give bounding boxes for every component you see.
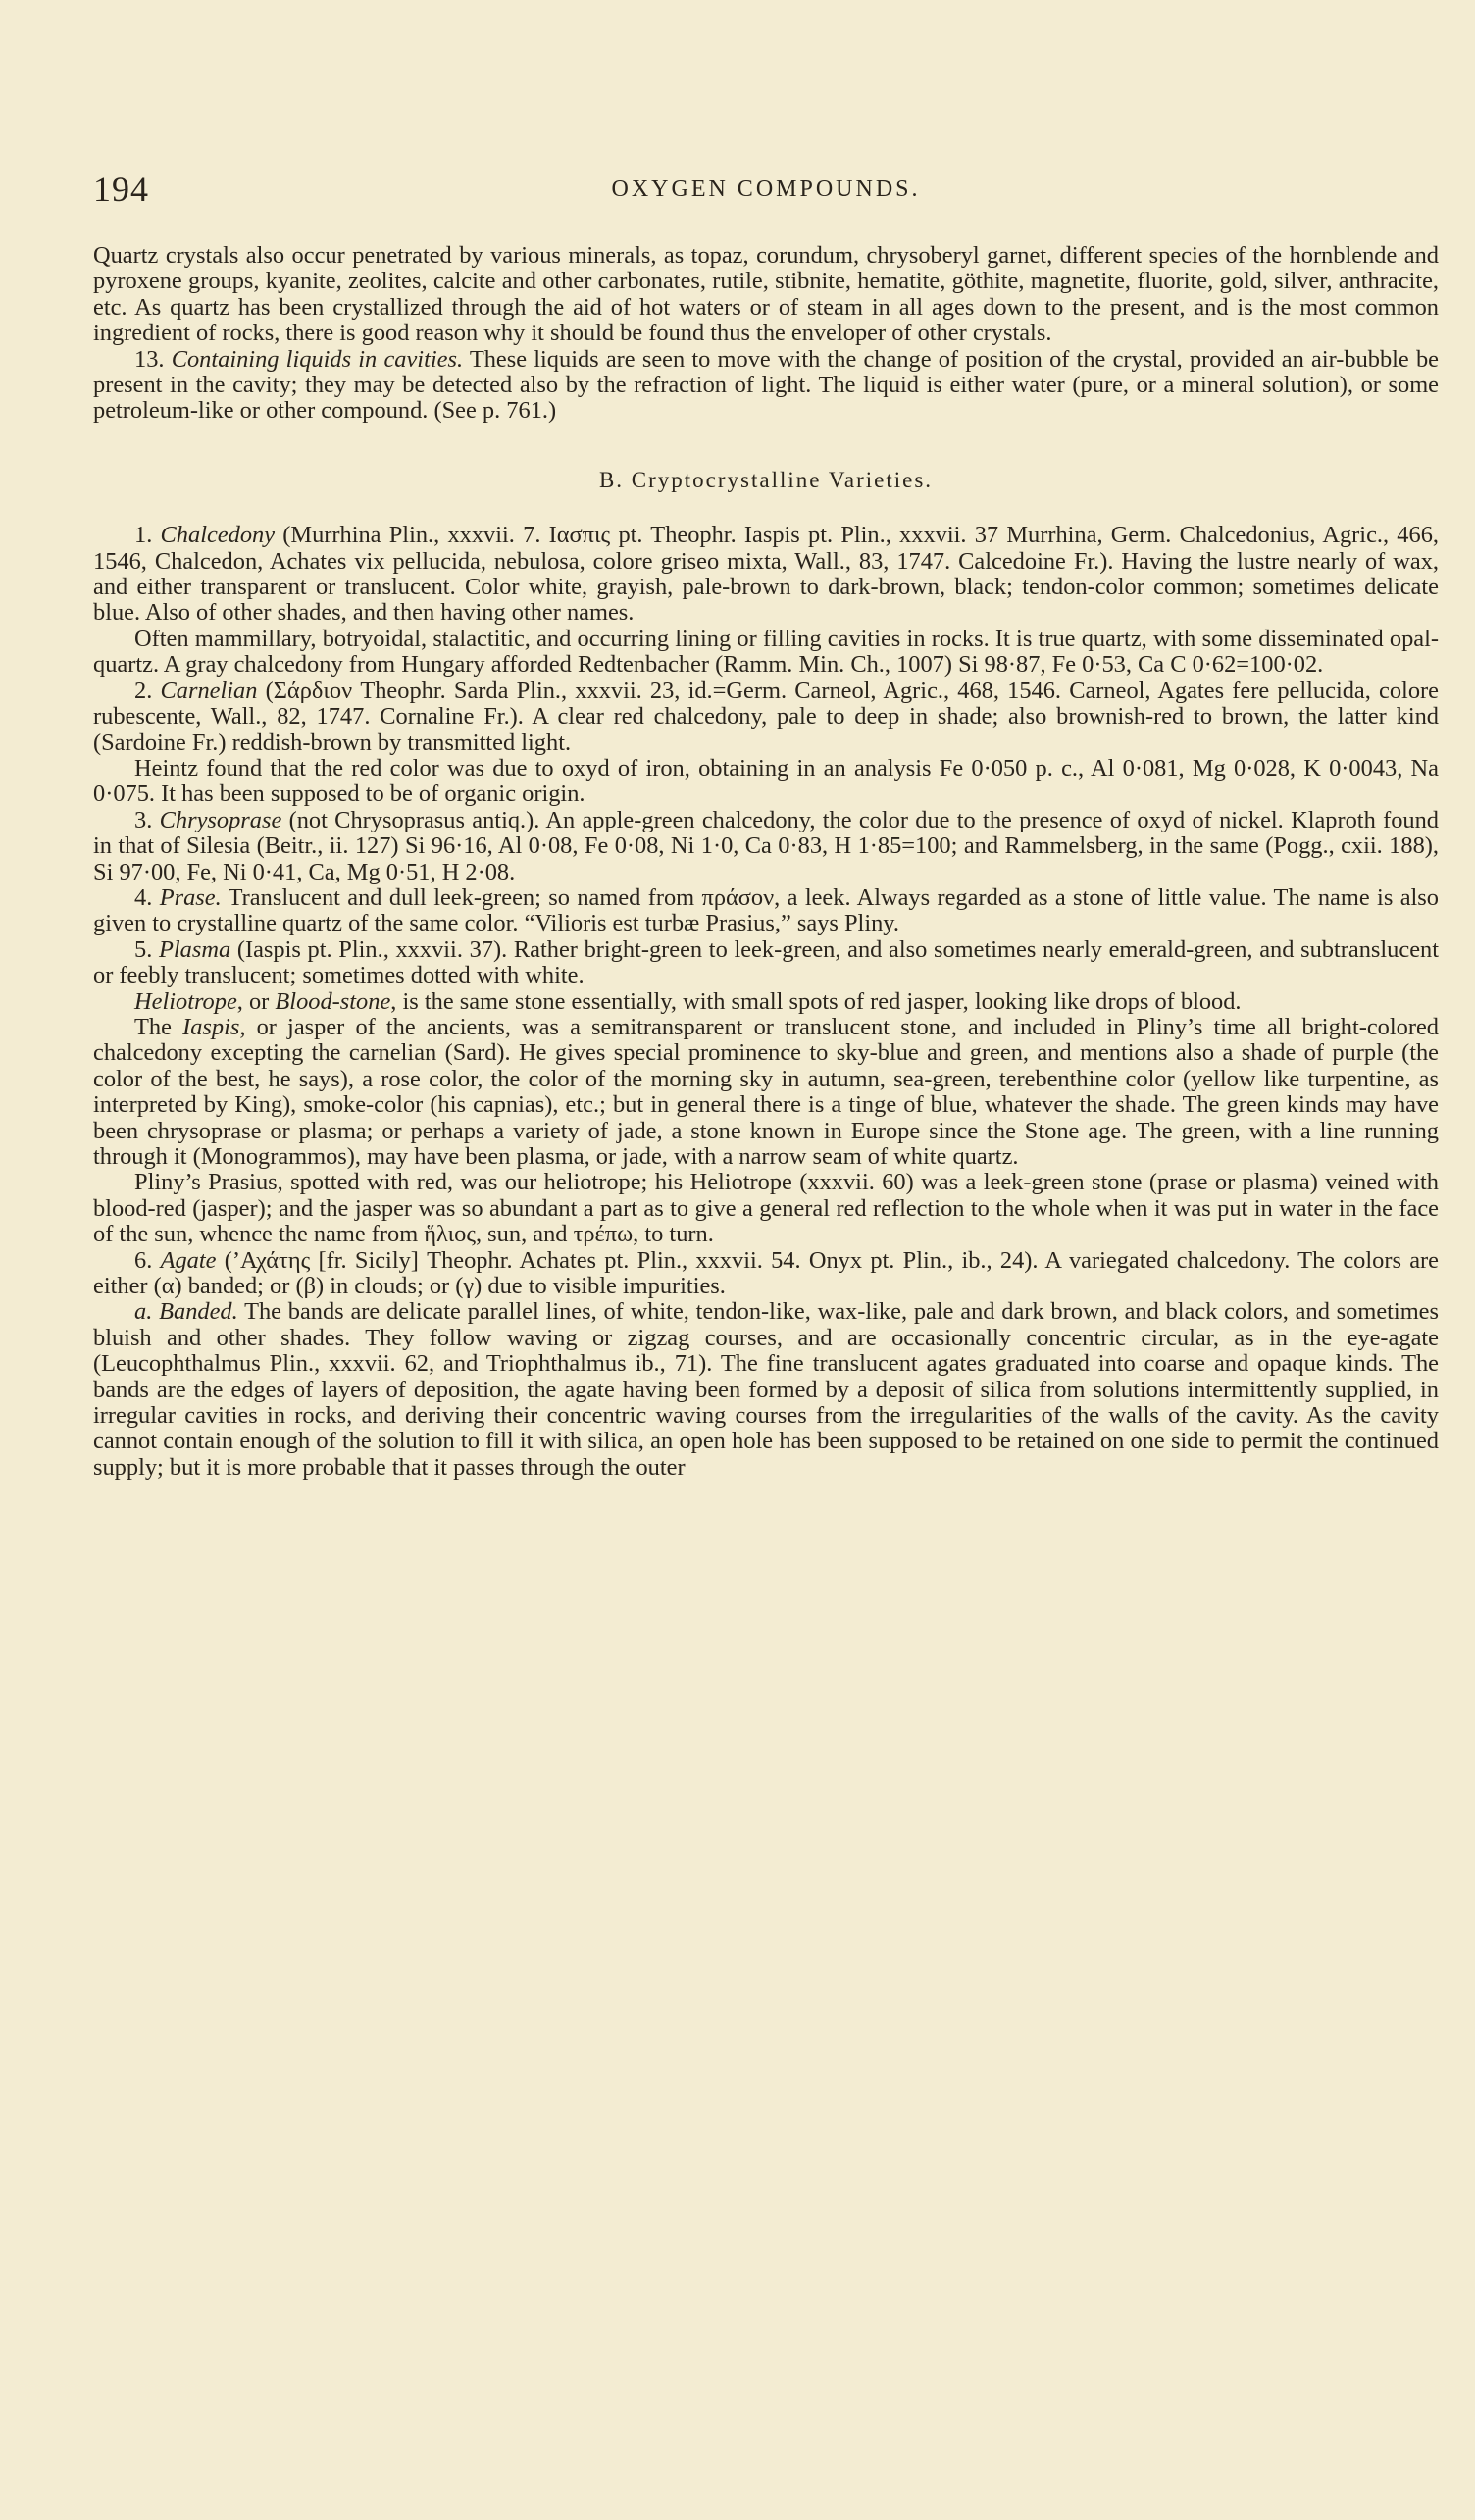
iaspis-text: , or jasper of the ancients, was a semitransparent or translucent stone, and included in Pliny’s time all bright-colored chalcedony excepting the carnelian (Sard). He gives special prominence to sky-blue and green, and mentions also a shade of purple (the color of the best, he says), a rose color, the color of the morning sky in autumn, sea-green, terebenthine color (yellow like turpentine, as interpreted by King), smoke-color (his capnias), etc.; but in general there is a tinge of blue, whatever the shade. The green kinds may have been chrysoprase or plasma; or perhaps a variety of jade, a stone known in Europe since the Stone age. The green, with a line running through it (Monogrammos), may have been plasma, or jade, with a narrow seam of white quartz.	[93, 1013, 1439, 1170]
heliotrope-name: Heliotrope	[134, 987, 237, 1015]
body-text	[93, 243, 1439, 1481]
intro-paragraph: Quartz crystals also occur penetrated by various minerals, as topaz, corundum, chrysoberyl garnet, different species of the hornblende and pyroxene groups, kyanite, zeolites, calcite and other carbonates, rutile, stibnite, hematite, göthite, magnetite, fluorite, gold, silver, anthracite, etc. As quartz has been crystallized through the aid of hot waters or of steam in all ages down to the present, and is the most common ingredient of rocks, there is good reason why it should be found thus the enveloper of other crystals.	[93, 242, 1439, 347]
plasma-name: Plasma	[158, 935, 231, 963]
banded-agate-paragraph	[93, 1299, 1439, 1481]
heliotrope-text: , is the same stone essentially, with small spots of red jasper, looking like drops of blood.	[390, 987, 1242, 1015]
agate-name: Agate	[160, 1246, 217, 1274]
chrysoprase-paragraph	[93, 808, 1439, 885]
page-header	[93, 169, 1439, 218]
carnelian-number: 2.	[134, 677, 153, 704]
plasma-number: 5.	[134, 935, 153, 963]
item-13-text: These liquids are seen to move with the change of position of the crystal, provided an air-bubble be present in the cavity; they may be detected also by the refraction of light. The liquid is either water (pure, or a mineral solution), or some petroleum-like or other compound. (See p. 761.)	[93, 345, 1439, 425]
iaspis-lead: The	[134, 1013, 172, 1040]
prase-paragraph	[93, 885, 1439, 937]
carnelian-analysis-paragraph: Heintz found that the red color was due to oxyd of iron, obtaining in an analysis Fe 0·050 p. c., Al 0·081, Mg 0·028, K 0·0043, Na 0·075. It has been supposed to be of organic origin.	[93, 754, 1439, 808]
chrysoprase-name: Chrysoprase	[159, 806, 282, 833]
section-heading: B. Cryptocrystalline Varieties.	[598, 467, 934, 492]
banded-label: a.	[134, 1298, 153, 1326]
banded-text: The bands are delicate parallel lines, of white, tendon-like, wax-like, pale and dark brown, and black colors, and sometimes bluish and other shades. They follow waving or zigzag courses, and are occasionally concentric circular, as in the eye-agate (Leucophthalmus Plin., xxxvii. 62, and Triophthalmus ib., 71). The fine translucent agates graduated into coarse and opaque kinds. The bands are the edges of layers of deposition, the agate having been formed by a deposit of silica from solutions intermittently supplied, in irregular cavities in rocks, and deriving their concentric waving courses from the irregularities of the walls of the cavity. As the cavity cannot contain enough of the solution to fill it with silica, an open hole has been supposed to be retained on one side to permit the continued supply; but it is more probable that it passes through the outer	[93, 1298, 1439, 1481]
prase-number: 4.	[134, 883, 153, 911]
chalcedony-text: (Murrhina Plin., xxxvii. 7. Ιασπις pt. Theophr. Iaspis pt. Plin., xxxvii. 37 Murrhina, Germ. Chalcedonius, Agric., 466, 1546, Chalcedon, Achates vix pellucida, nebulosa, colore griseo mixta, Wall., 83, 1747. Calcedoine Fr.). Having the lustre nearly of wax, and either transparent or translucent. Color white, grayish, pale-brown to dark-brown, black; tendon-color common; sometimes delicate blue. Also of other shades, and then having other names.	[93, 522, 1439, 627]
item-13-number: 13.	[134, 345, 165, 373]
carnelian-paragraph	[93, 679, 1439, 756]
page-number: 194	[93, 170, 149, 209]
iaspis-name: Iaspis	[182, 1013, 240, 1040]
chrysoprase-number: 3.	[134, 806, 153, 833]
agate-paragraph	[93, 1248, 1439, 1300]
carnelian-name: Carnelian	[160, 677, 258, 704]
plasma-paragraph	[93, 937, 1439, 989]
agate-text: (’Αχάτης [fr. Sicily] Theophr. Achates pt. Plin., xxxvii. 54. Onyx pt. Plin., ib., 24). A variegated chalcedony. The colors are either (α) banded; or (β) in clouds; or (γ) due to visible impurities.	[93, 1246, 1440, 1300]
prase-name: Prase.	[159, 883, 222, 911]
iaspis-paragraph	[93, 1015, 1439, 1170]
prasius-paragraph: Pliny’s Prasius, spotted with red, was our heliotrope; his Heliotrope (xxxvii. 60) was a leek-green stone (prase or plasma) veined with blood-red (jasper); and the jasper was so abundant a part as to give a general red reflection to the whole when it was put in water in the face of the sun, whence the name from ἥλιος, sun, and τρέπω, to turn.	[93, 1169, 1439, 1248]
chalcedony-occurrence-paragraph: Often mammillary, botryoidal, stalactitic, and occurring lining or filling cavities in rocks. It is true quartz, with some disseminated opal-quartz. A gray chalcedony from Hungary afforded Redtenbacher (Ramm. Min. Ch., 1007) Si 98·87, Fe 0·53, Ca C 0·62=100·02.	[93, 625, 1439, 679]
agate-number: 6.	[134, 1246, 153, 1274]
item-13-paragraph	[93, 347, 1439, 425]
carnelian-text: (Σάρδιον Theophr. Sarda Plin., xxxvii. 23, id.=Germ. Carneol, Agric., 468, 1546. Carneol, Agates fere pellucida, colore rubescente, Wall., 82, 1747. Cornaline Fr.). A clear red chalcedony, pale to deep in shade; also brownish-red to brown, the latter kind (Sardoine Fr.) reddish-brown by transmitted light.	[93, 677, 1439, 756]
heliotrope-or: , or	[236, 987, 270, 1015]
chalcedony-number: 1.	[134, 522, 153, 549]
chalcedony-paragraph	[93, 523, 1439, 627]
chrysoprase-text: (not Chrysoprasus antiq.). An apple-green chalcedony, the color due to the presence of oxyd of nickel. Klaproth found in that of Silesia (Beitr., ii. 127) Si 96·16, Al 0·08, Fe 0·08, Ni 1·0, Ca 0·83, H 1·85=100; and Rammelsberg, in the same (Pogg., cxii. 188), Si 97·00, Fe, Ni 0·41, Ca, Mg 0·51, H 2·08.	[93, 806, 1439, 885]
chalcedony-name: Chalcedony	[160, 522, 276, 549]
bloodstone-name: Blood-stone	[275, 987, 391, 1015]
heliotrope-paragraph	[93, 989, 1439, 1015]
plasma-text: (Iaspis pt. Plin., xxxvii. 37). Rather bright-green to leek-green, and also sometimes nearly emerald-green, and subtranslucent or feebly translucent; sometimes dotted with white.	[93, 935, 1439, 989]
item-13-title: Containing liquids in cavities.	[171, 345, 464, 373]
running-head: OXYGEN COMPOUNDS.	[611, 176, 921, 202]
prase-text: Translucent and dull leek-green; so named from πράσον, a leek. Always regarded as a stone of little value. The name is also given to crystalline quartz of the same color. “Vilioris est turbæ Prasius,” says Pliny.	[93, 883, 1439, 937]
banded-name: Banded.	[159, 1298, 238, 1326]
